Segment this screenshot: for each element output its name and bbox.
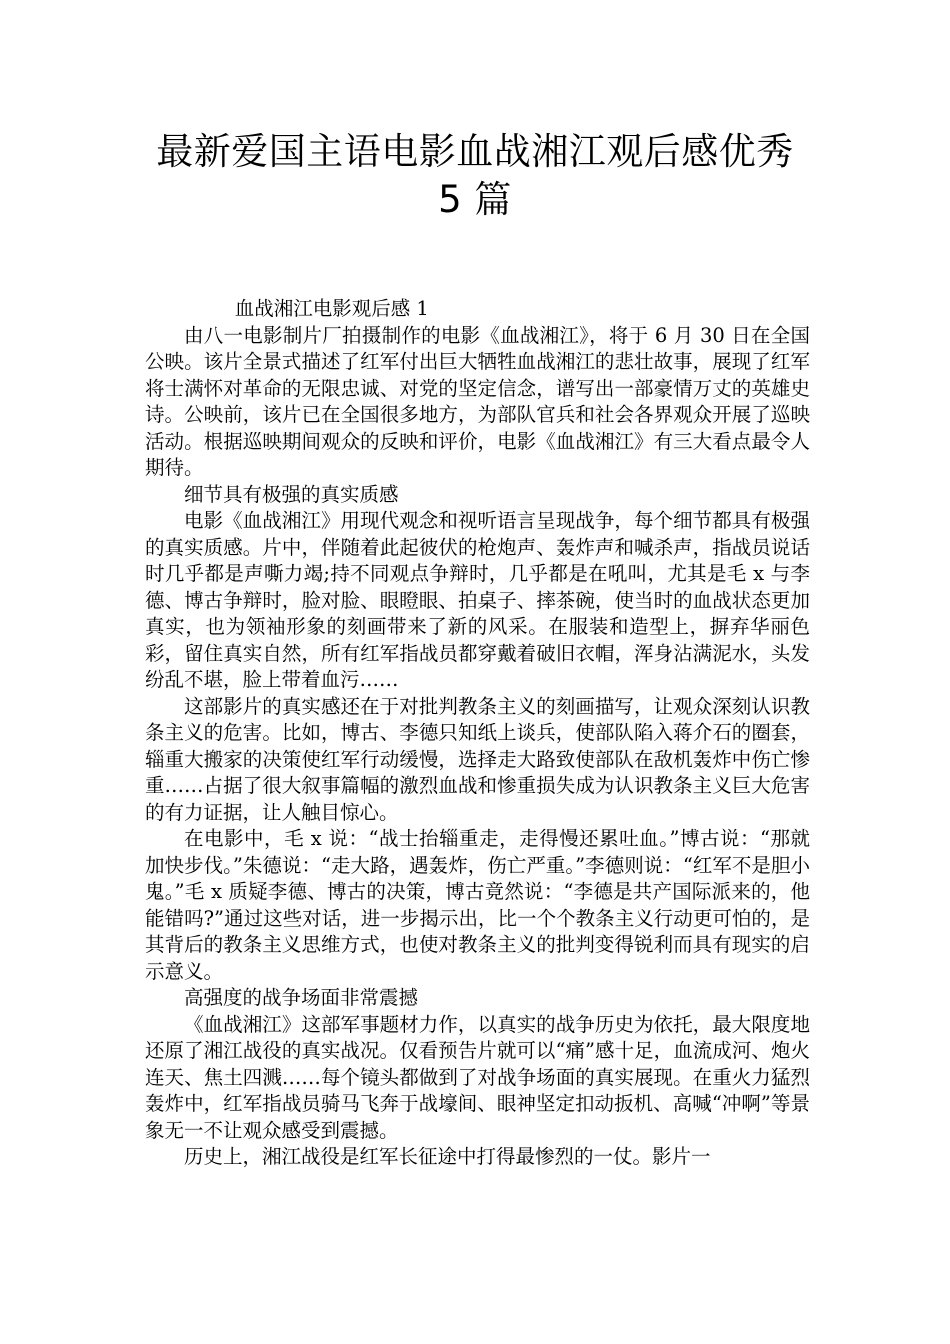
title-line-2: 5 篇 <box>438 178 512 221</box>
title-line-1: 最新爱国主语电影血战湘江观后感优秀 <box>156 130 794 173</box>
paragraph: 历史上，湘江战役是红军长征途中打得最惨烈的一仗。影片一 <box>184 1145 711 1168</box>
paragraph: 在电影中，毛 x 说：“战士抬辎重走，走得慢还累吐血。”博古说：“那就加快步伐。”朱德说：“走大路，遇轰炸，伤亡严重。”李德则说：“红军不是胆小鬼。”毛 x 质疑李德、博古的决策，博古竟然说：“李德是共产国际派来的，他能错吗?”通过这些对话，进一步揭示出，比一个个教条主义行动更可怕的，是其背后的教条主义思维方式，也使对教条主义的批判变得锐利而具有现实的启示意义。 <box>145 827 810 983</box>
paragraph: 由八一电影制片厂拍摄制作的电影《血战湘江》，将于 6 月 30 日在全国公映。该片全景式描述了红军付出巨大牺牲血战湘江的悲壮故事，展现了红军将士满怀对革命的无限忠诚、对党的坚定信念，谱写出一部豪情万丈的英雄史诗。公映前，该片已在全国很多地方，为部队官兵和社会各界观众开展了巡映活动。根据巡映期间观众的反映和评价，电影《血战湘江》有三大看点最令人期待。 <box>145 323 810 479</box>
paragraph: 这部影片的真实感还在于对批判教条主义的刻画描写，让观众深刻认识教条主义的危害。比如，博古、李德只知纸上谈兵，使部队陷入蒋介石的圈套，辎重大搬家的决策使红军行动缓慢，选择走大路致使部队在敌机轰炸中伤亡惨重……占据了很大叙事篇幅的激烈血战和惨重损失成为认识教条主义巨大危害的有力证据，让人触目惊心。 <box>145 694 810 824</box>
document-title <box>120 128 830 224</box>
document-body <box>145 296 810 1171</box>
paragraph: 电影《血战湘江》用现代观念和视听语言呈现战争，每个细节都具有极强的真实质感。片中，伴随着此起彼伏的枪炮声、轰炸声和喊杀声，指战员说话时几乎都是声嘶力竭;持不同观点争辩时，几乎都是在吼叫，尤其是毛 x 与李德、博古争辩时，脸对脸、眼瞪眼、拍桌子、摔茶碗，使当时的血战状态更加真实，也为领袖形象的刻画带来了新的风采。在服装和造型上，摒弃华丽色彩，留住真实自然，所有红军指战员都穿戴着破旧衣帽，浑身沾满泥水，头发纷乱不堪，脸上带着血污…… <box>145 509 810 691</box>
section-heading: 血战湘江电影观后感 1 <box>234 297 429 320</box>
subheading: 细节具有极强的真实质感 <box>184 482 399 506</box>
subheading: 高强度的战争场面非常震撼 <box>184 986 419 1009</box>
paragraph: 《血战湘江》这部军事题材力作，以真实的战争历史为依托，最大限度地还原了湘江战役的真实战况。仅看预告片就可以“痛”感十足，血流成河、炮火连天、焦土四溅……每个镜头都做到了对战争场面的真实展现。在重火力猛烈轰炸中，红军指战员骑马飞奔于战壕间、眼神坚定扣动扳机、高喊“冲啊”等景象无一不让观众感受到震撼。 <box>145 1012 810 1142</box>
